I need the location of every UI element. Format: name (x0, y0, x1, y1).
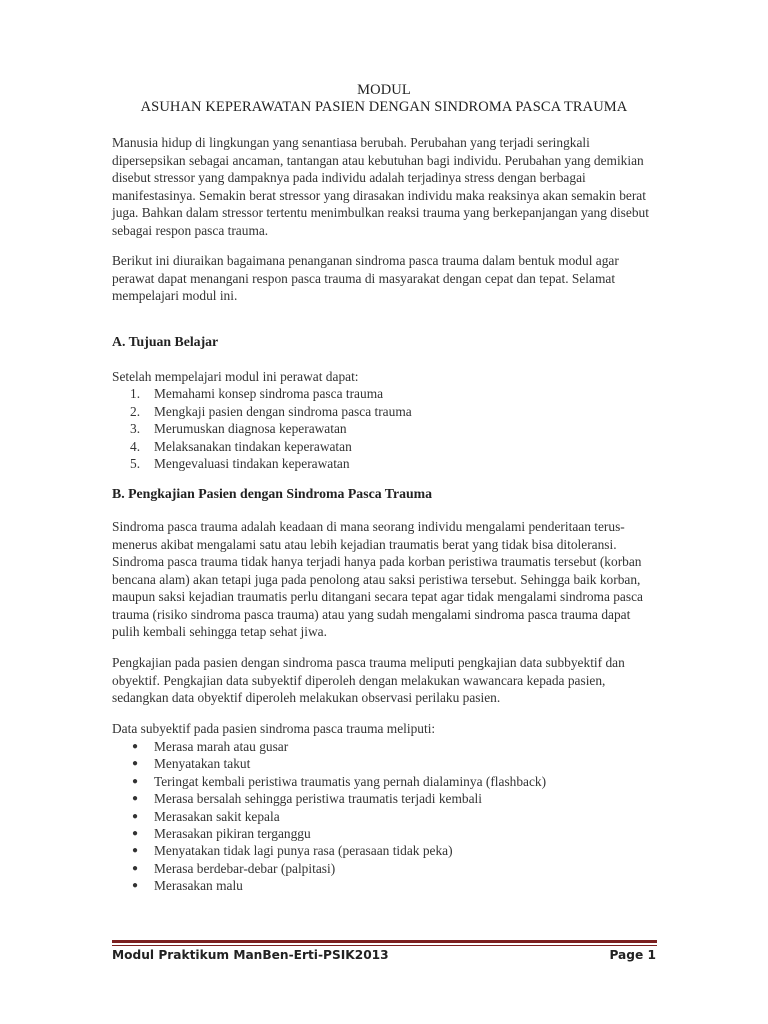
list-number: 3. (130, 421, 141, 436)
list-item (112, 790, 652, 807)
list-item-text: Merasakan malu (154, 878, 243, 894)
bullet-icon: ● (132, 845, 139, 857)
list-item-text: Merumuskan diagnosa keperawatan (154, 421, 347, 436)
list-number: 4. (130, 438, 141, 454)
list-item-text: Merasa berdebar-debar (palpitasi) (154, 860, 336, 876)
list-item (112, 438, 652, 456)
bullet-icon: ● (132, 775, 139, 787)
list-item-text: Merasakan pikiran terganggu (154, 826, 311, 842)
bullet-icon: ● (132, 793, 139, 805)
bullet-icon: ● (132, 741, 139, 752)
footer-module-label: Modul Praktikum ManBen-Erti-PSIK2013 (112, 948, 389, 962)
list-item-text: Teringat kembali peristiwa traumatis yang pernah dialaminya (flashback) (154, 773, 547, 789)
objectives-list (112, 385, 652, 473)
list-item-text: Memahami konsep sindroma pasca trauma (154, 386, 384, 401)
list-item (112, 455, 652, 473)
list-item (112, 385, 652, 403)
footer-divider (112, 940, 657, 943)
list-item (112, 738, 652, 755)
list-item (112, 808, 652, 825)
bullet-icon: ● (132, 880, 139, 892)
list-item-text: Merasa bersalah sehingga peristiwa traumatis terjadi kembali (154, 791, 482, 807)
list-item (112, 860, 652, 877)
footer-divider-thin (112, 945, 657, 946)
list-item (112, 773, 652, 790)
page-number: Page 1 (609, 948, 656, 962)
section-b-lead: Data subyektif pada pasien sindroma pasca trauma meliputi: (112, 721, 436, 736)
section-b-heading: B. Pengkajian Pasien dengan Sindroma Pasca Trauma (112, 486, 433, 501)
document-title: MODUL (357, 82, 411, 98)
list-item-text: Menyatakan takut (154, 756, 251, 772)
list-item (112, 755, 652, 772)
list-item (112, 403, 652, 421)
subjective-data-list (112, 738, 652, 895)
bullet-icon: ● (132, 862, 139, 874)
list-item-text: Merasa marah atau gusar (154, 739, 289, 754)
list-item-text: Melaksanakan tindakan keperawatan (154, 438, 352, 454)
intro-paragraph-1: Manusia hidup di lingkungan yang senantiasa berubah. Perubahan yang terjadi seringkali dipersepsikan sebagai ancaman, tantangan atau kebutuhan bagi individu. Perubahan yang demikian disebut stressor yang dampaknya pada individu adalah terjadinya stress dengan berbagai manifestasinya. Semakin berat stressor yang dirasakan individu maka reaksinya akan semakin berat juga. Bahkan dalam stressor tertentu menimbulkan reaksi trauma yang berkepanjangan yang disebut sebagai respon pasca trauma. (112, 135, 649, 238)
section-a-lead: Setelah mempelajari modul ini perawat dapat: (112, 369, 359, 384)
section-a-heading: A. Tujuan Belajar (112, 334, 219, 349)
bullet-icon: ● (132, 828, 139, 840)
list-number: 5. (130, 456, 141, 471)
bullet-icon: ● (132, 810, 139, 822)
list-number: 2. (130, 403, 141, 419)
list-item-text: Mengevaluasi tindakan keperawatan (154, 456, 350, 471)
list-item-text: Merasakan sakit kepala (154, 808, 280, 824)
list-item-text: Mengkaji pasien dengan sindroma pasca trauma (154, 403, 412, 419)
list-item (112, 877, 652, 894)
list-item (112, 420, 652, 438)
list-number: 1. (130, 386, 141, 401)
section-b-paragraph-1: Sindroma pasca trauma adalah keadaan di mana seorang individu mengalami penderitaan terus-menerus akibat mengalami satu atau lebih kejadian traumatis berat yang tidak bisa ditoleransi. Sindroma pasca trauma tidak hanya terjadi hanya pada korban peristiwa traumatis tersebut (korban bencana alam) akan tetapi juga pada penolong atau saksi peristiwa tersebut. Sehingga baik korban, maupun saksi kejadian traumatis perlu ditangani secara tepat agar tidak mengalami sindroma pasca trauma (risiko sindroma pasca trauma) atau yang sudah mengalami sindroma pasca trauma dapat pulih kembali sehingga tetap sehat jiwa. (112, 519, 643, 639)
list-item (112, 842, 652, 859)
bullet-icon: ● (132, 758, 139, 770)
document-subtitle: ASUHAN KEPERAWATAN PASIEN DENGAN SINDROMA PASCA TRAUMA (140, 99, 628, 115)
intro-paragraph-2: Berikut ini diuraikan bagaimana penanganan sindroma pasca trauma dalam bentuk modul agar perawat dapat menangani respon pasca trauma di masyarakat dengan cepat dan tepat. Selamat mempelajari modul ini. (112, 253, 619, 303)
section-b-paragraph-2: Pengkajian pada pasien dengan sindroma pasca trauma meliputi pengkajian data subbyektif dan obyektif. Pengkajian data subyektif diperoleh dengan melakukan wawancara kepada pasien, sedangkan data obyektif diperoleh melakukan observasi perilaku pasien. (112, 655, 625, 705)
list-item-text: Menyatakan tidak lagi punya rasa (perasaan tidak peka) (154, 843, 453, 859)
list-item (112, 825, 652, 842)
